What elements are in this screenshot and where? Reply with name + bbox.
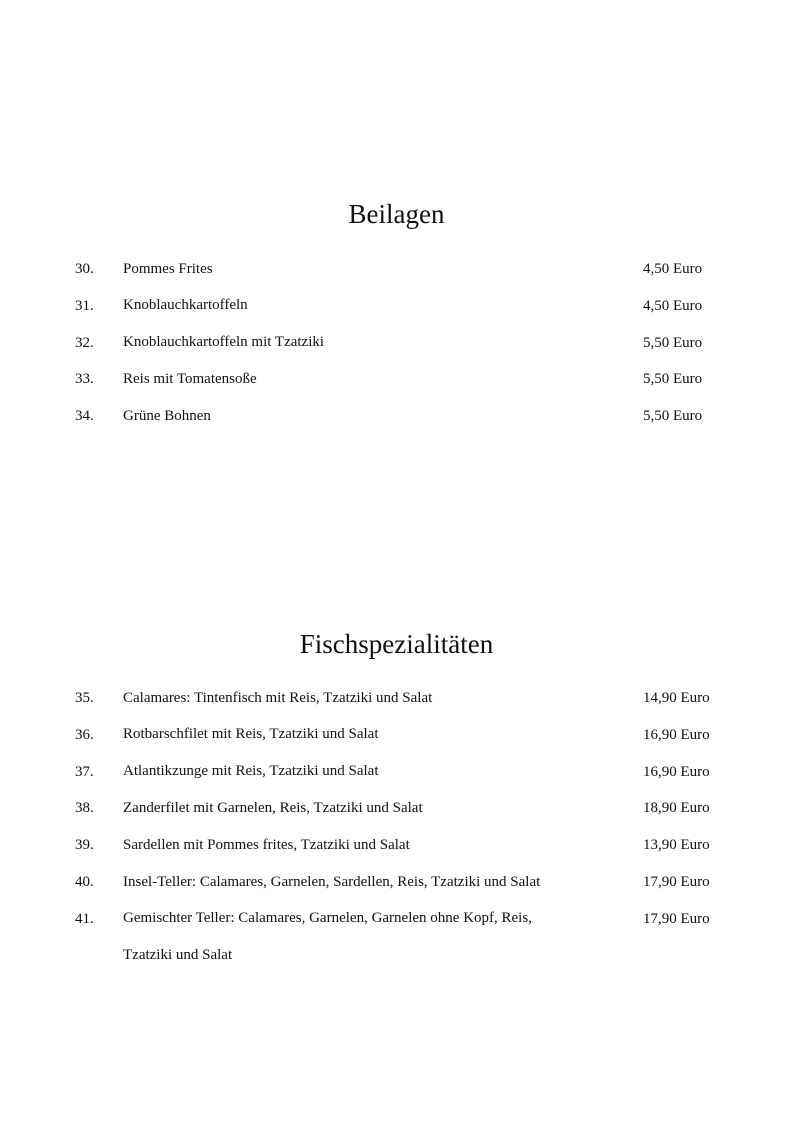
item-number: 38. — [75, 800, 94, 817]
menu-item — [0, 909, 793, 983]
item-name: Zanderfilet mit Garnelen, Reis, Tzatziki und Salat — [123, 800, 423, 816]
menu-list-beilagen — [0, 259, 793, 443]
menu-item — [0, 406, 793, 443]
item-name: Sardellen mit Pommes frites, Tzatziki und Salat — [123, 836, 410, 853]
item-number: 39. — [75, 837, 94, 854]
item-price: 4,50 Euro — [643, 297, 703, 314]
item-price: 13,90 Euro — [643, 837, 710, 854]
item-price: 4,50 Euro — [643, 261, 703, 277]
item-name: Gemischter Teller: Calamares, Garnelen, Garnelen ohne Kopf, Reis, Tzatziki und Salat — [123, 910, 532, 964]
item-number: 31. — [75, 297, 94, 314]
item-number: 40. — [75, 873, 94, 890]
item-price: 17,90 Euro — [643, 873, 710, 890]
item-name: Knoblauchkartoffeln mit Tzatziki — [123, 334, 325, 351]
item-number: 30. — [75, 261, 94, 277]
item-price: 16,90 Euro — [643, 763, 710, 780]
item-name: Pommes Frites — [123, 260, 213, 277]
item-number: 41. — [75, 910, 94, 927]
item-number: 34. — [75, 408, 94, 425]
item-price: 5,50 Euro — [643, 334, 703, 351]
item-number: 32. — [75, 334, 94, 351]
item-price: 16,90 Euro — [643, 726, 710, 743]
item-price: 5,50 Euro — [643, 371, 703, 388]
section-title-fischspezialitaeten: Fischspezialitäten — [299, 629, 494, 659]
item-name: Atlantikzunge mit Reis, Tzatziki und Salat — [123, 763, 379, 780]
item-name: Insel-Teller: Calamares, Garnelen, Sardellen, Reis, Tzatziki und Salat — [123, 873, 541, 890]
item-name: Reis mit Tomatensoße — [123, 371, 257, 387]
item-price: 17,90 Euro — [643, 910, 710, 927]
item-number: 33. — [75, 371, 94, 388]
item-number: 36. — [75, 726, 94, 743]
section-title-beilagen: Beilagen — [348, 199, 445, 229]
item-number: 37. — [75, 763, 94, 780]
item-name: Rotbarschfilet mit Reis, Tzatziki und Salat — [123, 726, 379, 743]
item-price: 14,90 Euro — [643, 690, 710, 706]
item-name: Knoblauchkartoffeln — [123, 297, 248, 314]
item-name: Calamares: Tintenfisch mit Reis, Tzatziki und Salat — [123, 689, 433, 706]
item-number: 35. — [75, 690, 94, 706]
item-price: 5,50 Euro — [643, 408, 703, 425]
item-price: 18,90 Euro — [643, 800, 710, 817]
menu-list-fischspezialitaeten — [0, 688, 793, 982]
item-name: Grüne Bohnen — [123, 407, 211, 424]
